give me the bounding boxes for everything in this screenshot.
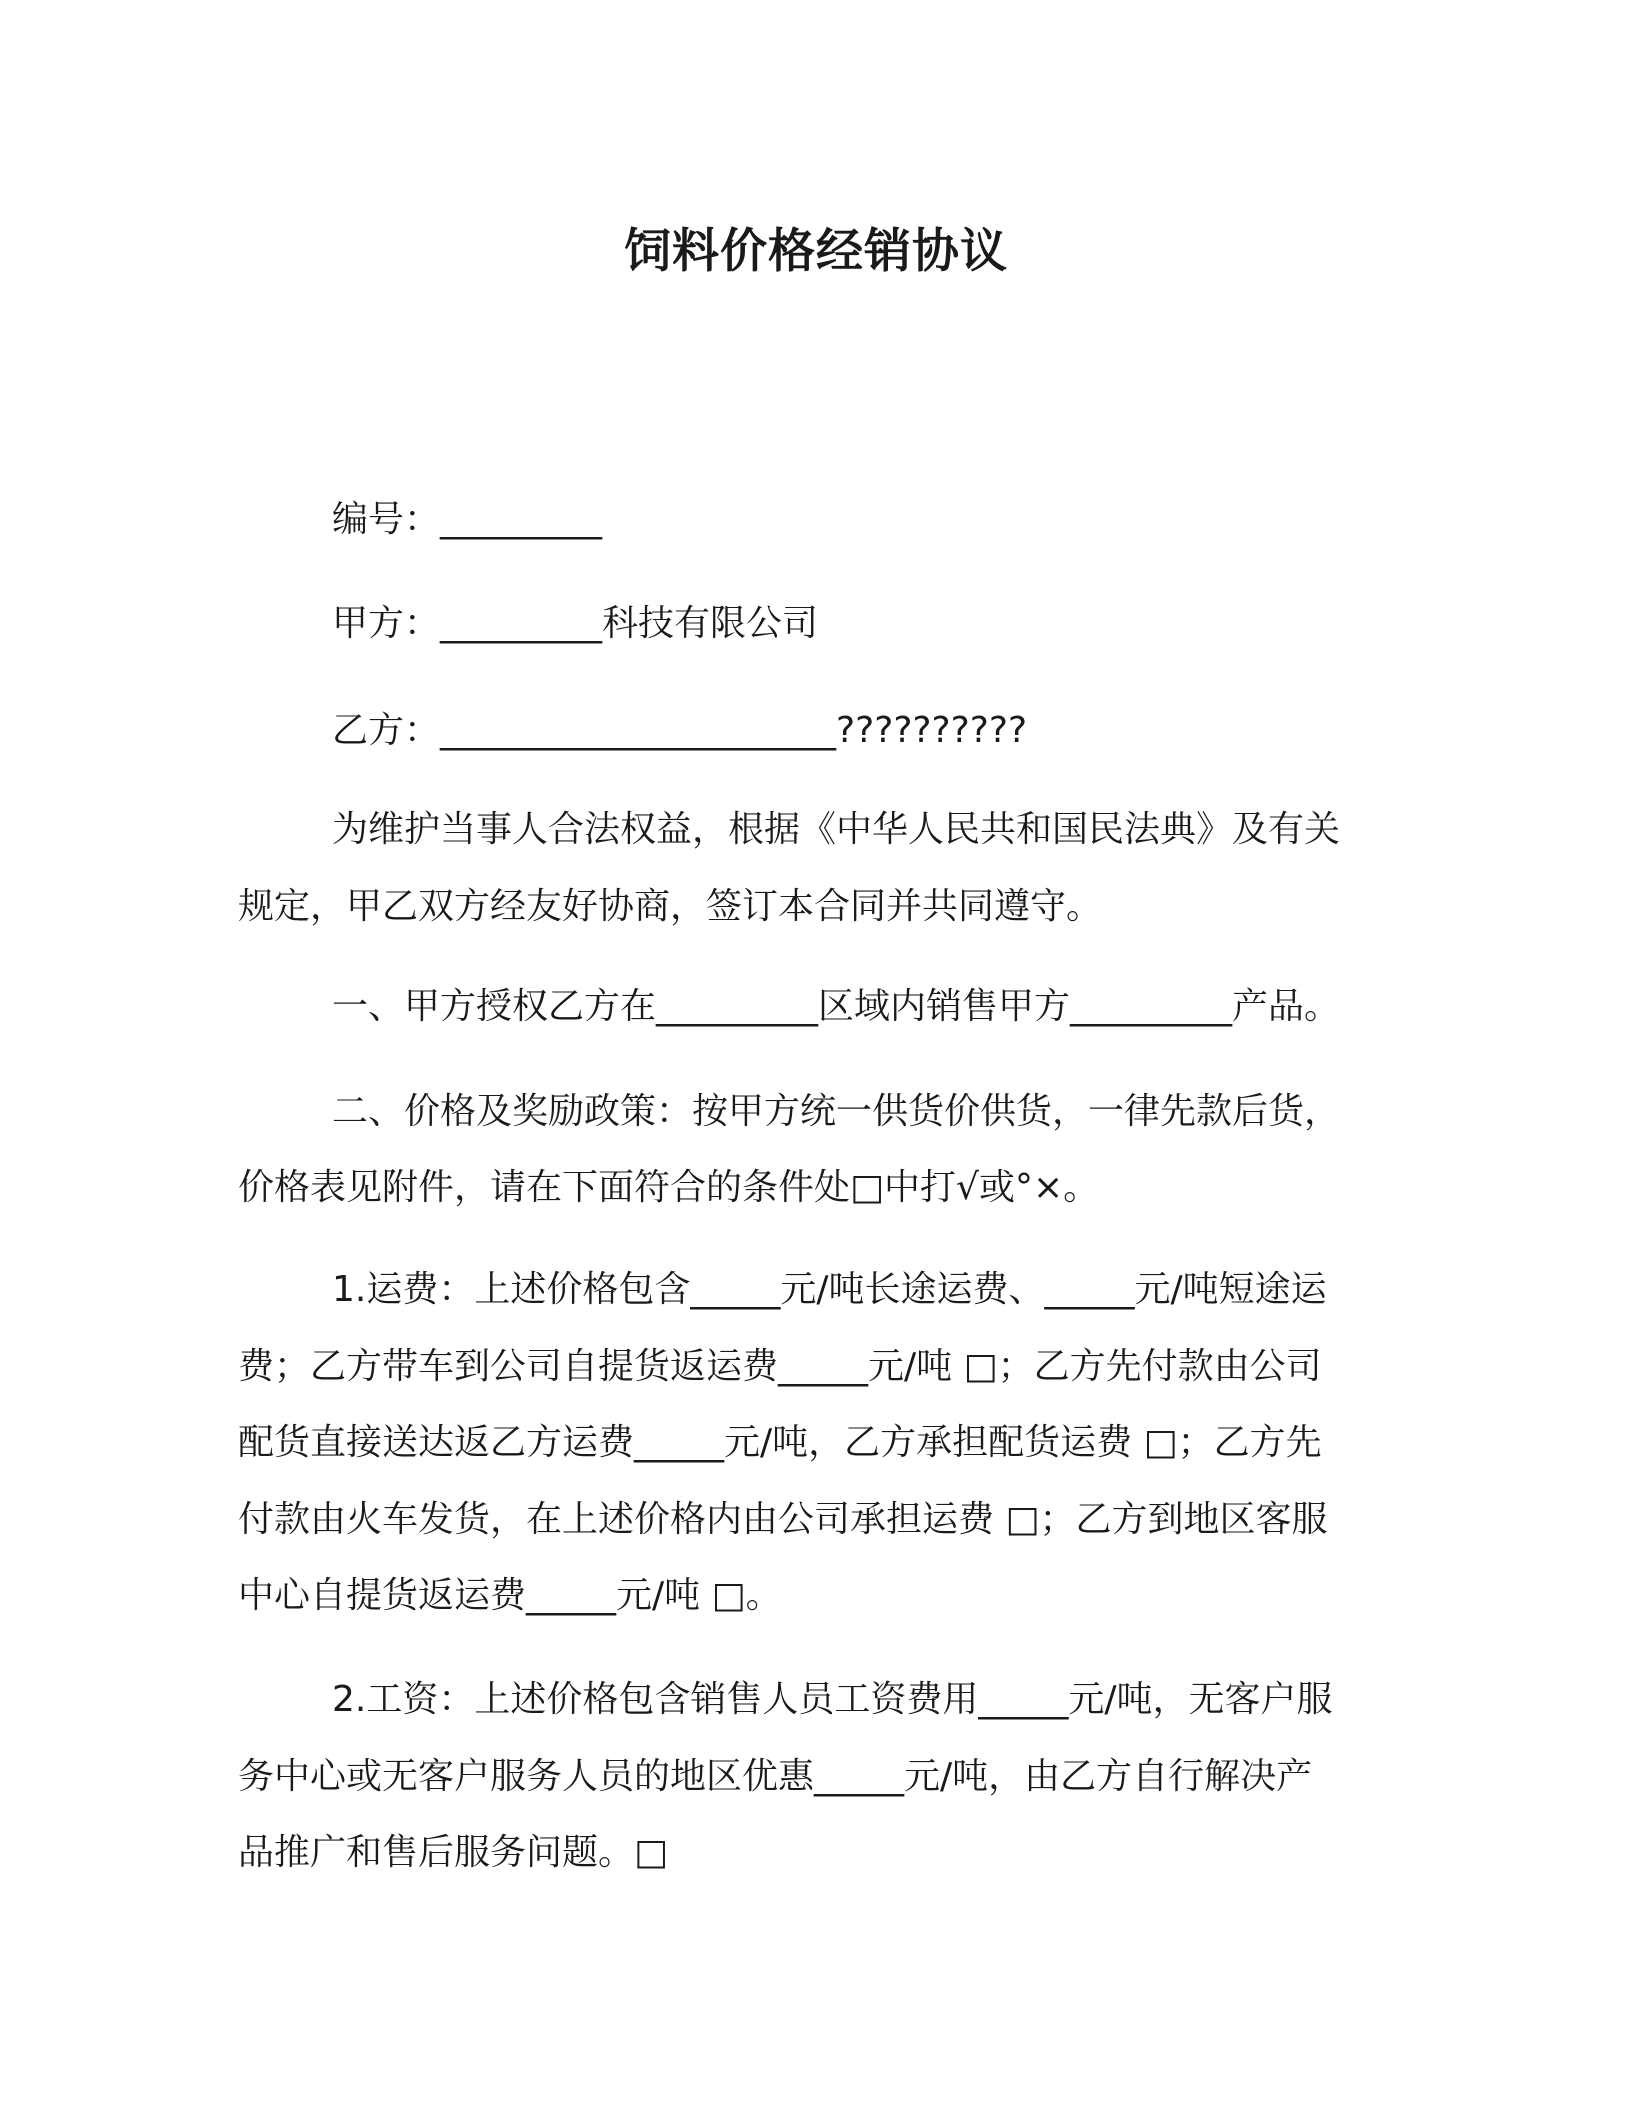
preamble-line: 为维护当事人合法权益，根据《中华人民共和国民法典》及有关 xyxy=(332,809,1341,850)
freight-item-line: 费；乙方带车到公司自提货返运费_____元/吨 □；乙方先付款由公司 xyxy=(238,1346,1322,1387)
wages-item-line: 品推广和售后服务问题。□ xyxy=(238,1832,669,1873)
document-title: 饲料价格经销协议 xyxy=(624,224,1008,279)
party-a-field: 甲方：_________科技有限公司 xyxy=(332,603,819,644)
party-b-field: 乙方：______________________?????????? xyxy=(332,710,1028,751)
wages-item-line: 务中心或无客户服务人员的地区优惠_____元/吨，由乙方自行解决产 xyxy=(238,1756,1313,1797)
clause-1-authorization: 一、甲方授权乙方在_________区域内销售甲方_________产品。 xyxy=(332,986,1341,1027)
freight-item-line: 配货直接送达返乙方运费_____元/吨，乙方承担配货运费 □；乙方先 xyxy=(238,1422,1322,1463)
wages-item-line: 2.工资：上述价格包含销售人员工资费用_____元/吨，无客户服 xyxy=(332,1679,1333,1720)
freight-item-line: 付款由火车发货，在上述价格内由公司承担运费 □；乙方到地区客服 xyxy=(238,1499,1328,1540)
clause-2-line: 价格表见附件，请在下面符合的条件处□中打√或°×。 xyxy=(238,1167,1100,1208)
freight-item-line: 1.运费：上述价格包含_____元/吨长途运费、_____元/吨短途运 xyxy=(332,1269,1327,1310)
contract-number-field: 编号：_________ xyxy=(332,499,603,540)
freight-item-line: 中心自提货返运费_____元/吨 □。 xyxy=(238,1575,782,1616)
clause-2-line: 二、价格及奖励政策：按甲方统一供货价供货，一律先款后货， xyxy=(332,1091,1341,1132)
preamble-line: 规定，甲乙双方经友好协商，签订本合同并共同遵守。 xyxy=(238,886,1103,927)
